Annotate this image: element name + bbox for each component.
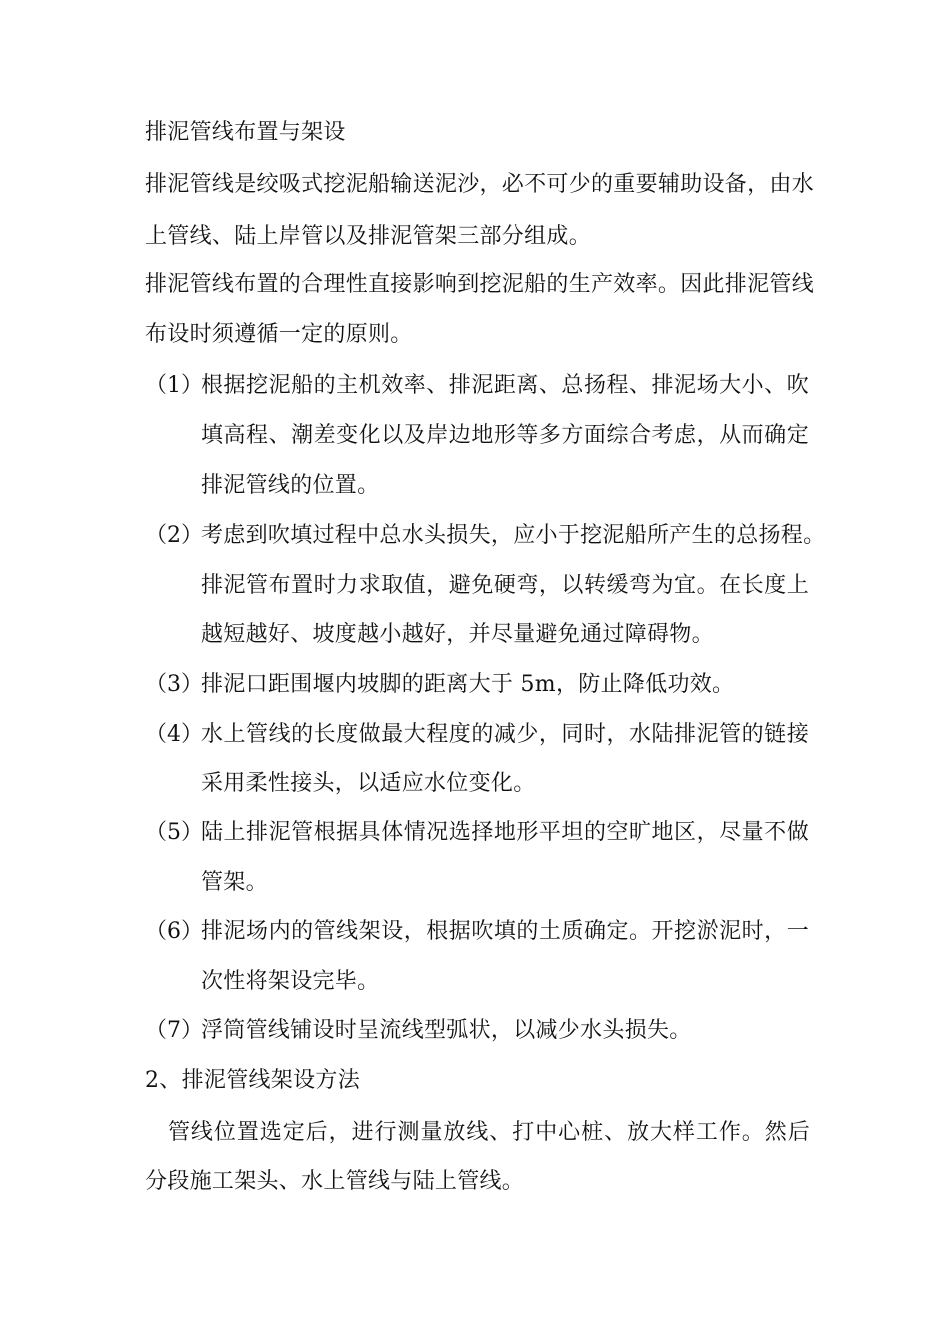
section-2-heading: 2、排泥管线架设方法 — [145, 1068, 360, 1093]
item-number: （5） — [145, 820, 203, 845]
principle-line-1: 排泥管线布置的合理性直接影响到挖泥船的生产效率。因此排泥管线 — [145, 272, 815, 297]
item-number: （7） — [145, 1018, 203, 1043]
item-number: （2） — [145, 523, 203, 548]
item-number: （4） — [145, 722, 203, 747]
item-4-line-1: 水上管线的长度做最大程度的减少，同时，水陆排泥管的链接 — [201, 722, 809, 747]
item-6-line-2: 次性将架设完毕。 — [201, 969, 380, 994]
section-2-line-2: 分段施工架头、水上管线与陆上管线。 — [145, 1169, 525, 1194]
item-4-line-2: 采用柔性接头，以适应水位变化。 — [201, 771, 536, 796]
item-2-line-1: 考虑到吹填过程中总水头损失，应小于挖泥船所产生的总扬程。 — [201, 523, 826, 548]
item-5-line-1: 陆上排泥管根据具体情况选择地形平坦的空旷地区，尽量不做 — [201, 820, 809, 845]
item-1-line-1: 根据挖泥船的主机效率、排泥距离、总扬程、排泥场大小、吹 — [201, 373, 809, 398]
item-6-line-1: 排泥场内的管线架设，根据吹填的土质确定。开挖淤泥时，一 — [201, 919, 809, 944]
item-1-line-3: 排泥管线的位置。 — [201, 473, 380, 498]
item-1-line-2: 填高程、潮差变化以及岸边地形等多方面综合考虑，从而确定 — [201, 423, 809, 448]
item-number: （6） — [145, 919, 203, 944]
item-2-line-3: 越短越好、坡度越小越好，并尽量避免通过障碍物。 — [201, 622, 714, 647]
intro-line-1: 排泥管线是绞吸式挖泥船输送泥沙，必不可少的重要辅助设备，由水 — [145, 172, 815, 197]
item-2-line-2: 排泥管布置时力求取值，避免硬弯，以转缓弯为宜。在长度上 — [201, 573, 809, 598]
principle-line-2: 布设时须遵循一定的原则。 — [145, 322, 413, 347]
section-heading: 排泥管线布置与架设 — [145, 120, 346, 145]
item-3-line-1: 排泥口距围堰内坡脚的距离大于 5m，防止降低功效。 — [201, 672, 735, 697]
section-2-line-1: 管线位置选定后，进行测量放线、打中心桩、放大样工作。然后 — [145, 1120, 810, 1145]
item-number: （3） — [145, 672, 203, 697]
item-number: （1） — [145, 373, 203, 398]
intro-line-2: 上管线、陆上岸管以及排泥管架三部分组成。 — [145, 224, 592, 249]
item-5-line-2: 管架。 — [201, 870, 268, 895]
item-7-line-1: 浮筒管线铺设时呈流线型弧状，以减少水头损失。 — [201, 1018, 692, 1043]
